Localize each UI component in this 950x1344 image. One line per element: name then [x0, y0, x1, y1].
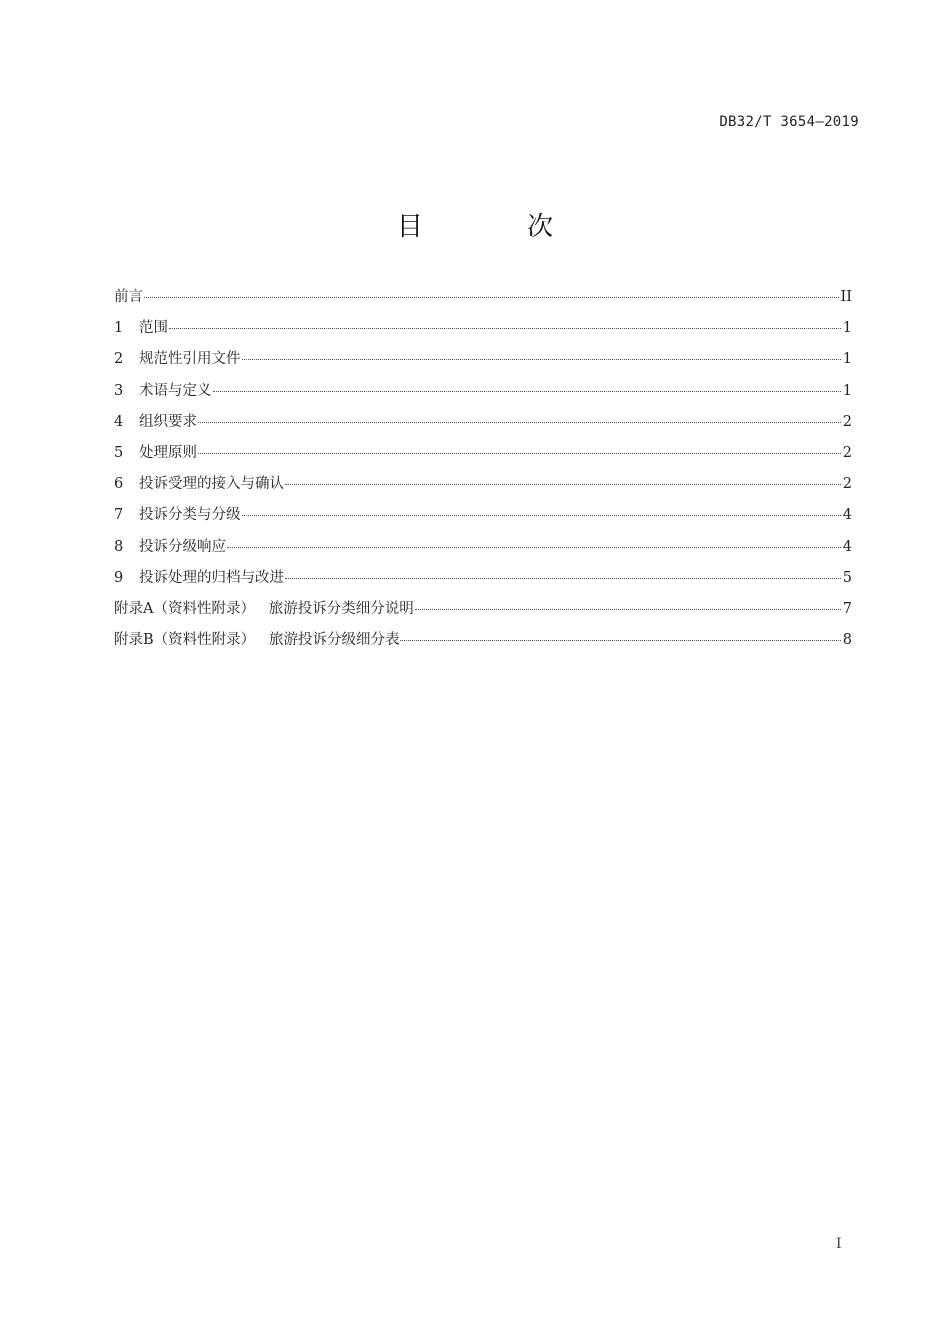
toc-entry-label: 附录B（资料性附录） 旅游投诉分级细分表	[114, 632, 400, 649]
toc-entry-page: 2	[842, 476, 852, 493]
toc-dot-leader	[415, 609, 841, 610]
toc-entry-number: 8	[114, 538, 124, 555]
toc-dot-leader	[400, 640, 840, 641]
toc-entry-grading-response[interactable]	[114, 537, 852, 568]
toc-entry-normative-references[interactable]	[114, 349, 852, 380]
toc-dot-leader	[144, 297, 839, 298]
toc-entry-page: 1	[842, 382, 852, 399]
toc-entry-foreword[interactable]	[114, 287, 852, 318]
toc-entry-page: II	[840, 289, 852, 305]
toc-entry-page: 4	[842, 538, 852, 555]
toc-dot-leader	[169, 328, 841, 329]
toc-entry-label: 投诉受理的接入与确认	[139, 476, 284, 493]
toc-entry-organization-requirements[interactable]	[114, 412, 852, 443]
toc-entry-label: 范围	[139, 320, 168, 337]
toc-entry-number: 6	[114, 476, 124, 493]
toc-entry-page: 1	[842, 320, 852, 337]
toc-entry-appendix-b[interactable]	[114, 630, 852, 661]
toc-entry-number: 1	[114, 320, 124, 337]
toc-entry-scope[interactable]	[114, 318, 852, 349]
toc-entry-label: 术语与定义	[139, 382, 212, 399]
toc-entry-number: 5	[114, 444, 124, 461]
toc-entry-label: 投诉分类与分级	[139, 507, 241, 524]
toc-entry-page: 1	[842, 351, 852, 368]
toc-entry-page: 2	[842, 413, 852, 430]
toc-entry-page: 5	[842, 569, 852, 586]
toc-dot-leader	[213, 391, 841, 392]
toc-entry-principles[interactable]	[114, 443, 852, 474]
page-number: I	[836, 1236, 842, 1252]
toc-entry-complaint-intake[interactable]	[114, 474, 852, 505]
toc-entry-label: 投诉分级响应	[139, 538, 226, 555]
toc-entry-archiving-improvement[interactable]	[114, 568, 852, 599]
toc-entry-page: 2	[842, 444, 852, 461]
document-code: DB32/T 3654—2019	[719, 114, 859, 130]
toc-entry-page: 4	[842, 507, 852, 524]
toc-entry-terms-definitions[interactable]	[114, 381, 852, 412]
toc-dot-leader	[242, 359, 841, 360]
toc-entry-number: 7	[114, 507, 124, 524]
toc-entry-page: 7	[842, 600, 852, 617]
toc-entry-number: 2	[114, 351, 124, 368]
toc-dot-leader	[198, 422, 841, 423]
toc-entry-label: 规范性引用文件	[139, 351, 241, 368]
toc-entry-number: 4	[114, 413, 124, 430]
toc-entry-number: 9	[114, 569, 124, 586]
toc-dot-leader	[242, 515, 841, 516]
toc-entry-number: 3	[114, 382, 124, 399]
table-of-contents	[114, 287, 852, 661]
toc-dot-leader	[198, 453, 841, 454]
toc-entry-label: 组织要求	[139, 413, 197, 430]
toc-entry-label: 前言	[114, 289, 143, 305]
toc-entry-label: 处理原则	[139, 444, 197, 461]
toc-entry-page: 8	[842, 632, 852, 649]
toc-entry-label: 附录A（资料性附录） 旅游投诉分类细分说明	[114, 600, 414, 617]
page-title: 目 次	[396, 212, 602, 242]
toc-entry-label: 投诉处理的归档与改进	[139, 569, 284, 586]
toc-dot-leader	[285, 484, 841, 485]
toc-dot-leader	[285, 578, 841, 579]
toc-entry-classification-grading[interactable]	[114, 505, 852, 536]
toc-dot-leader	[227, 547, 841, 548]
toc-entry-appendix-a[interactable]	[114, 599, 852, 630]
